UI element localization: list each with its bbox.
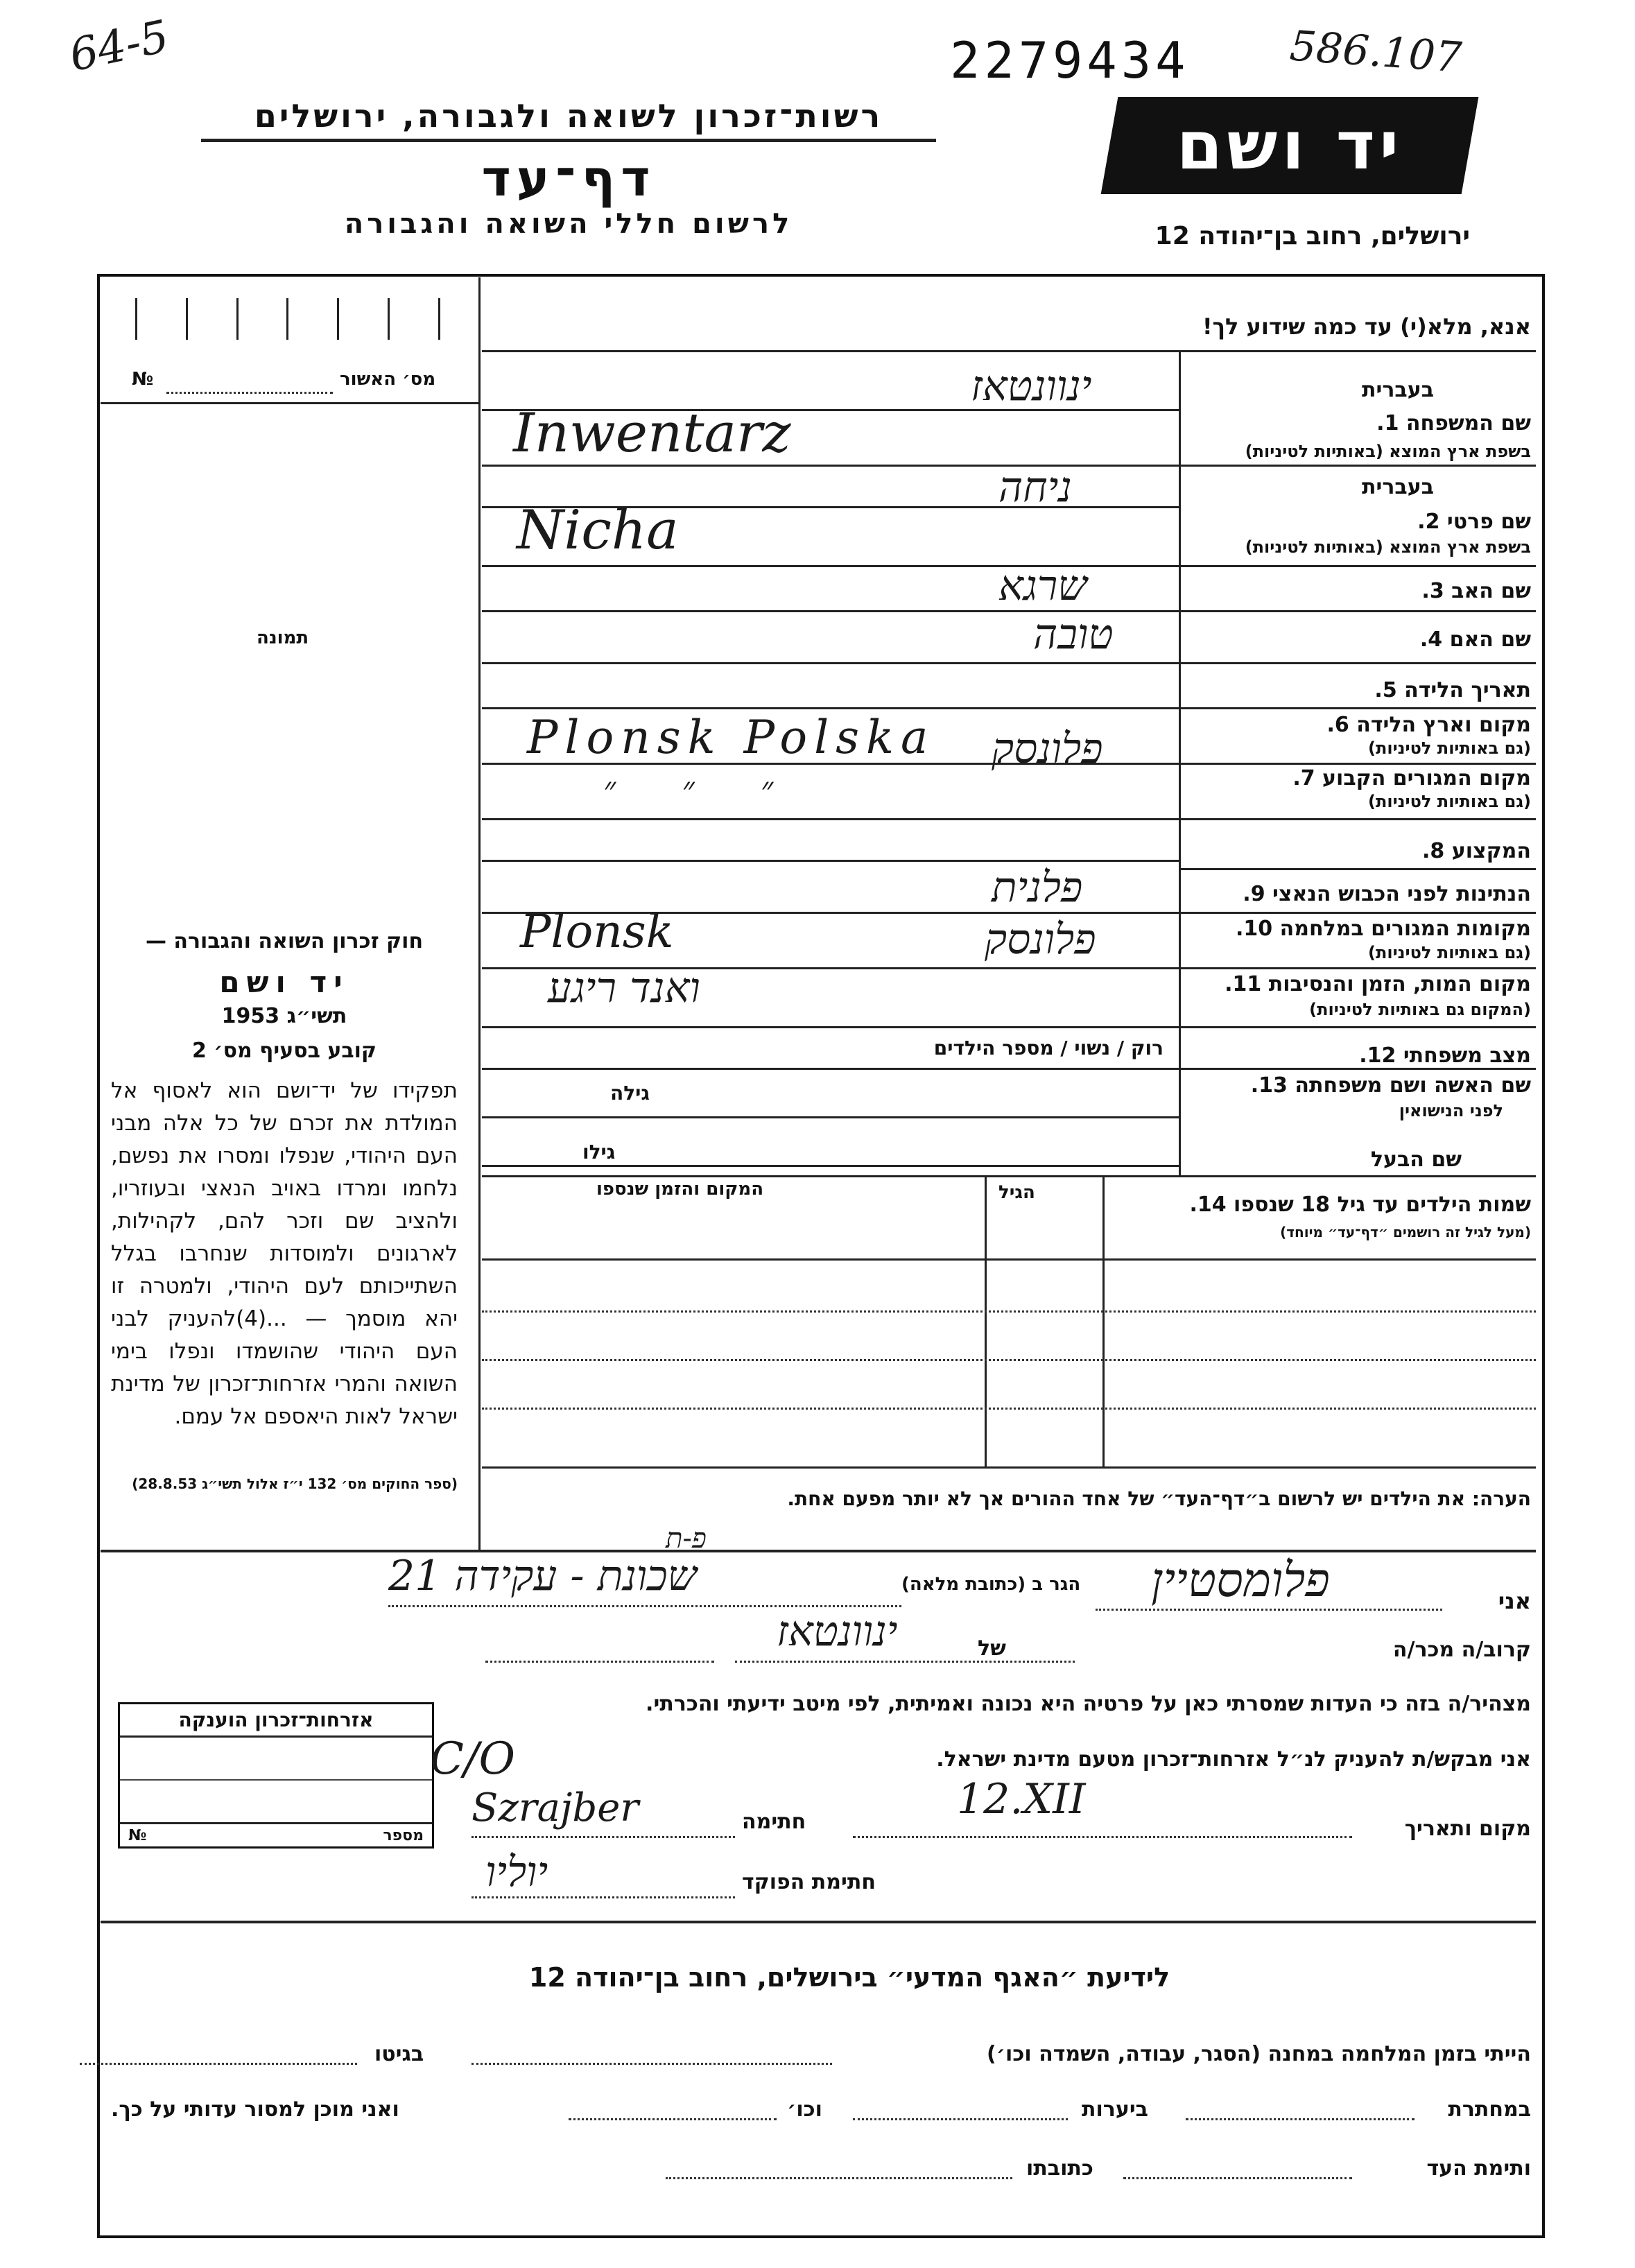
official-sig-hand: יוליו [485,1848,548,1896]
footer-line2-b: ביערות [1082,2097,1148,2122]
field-11-num: 11. [1225,972,1262,996]
field-1-num: 1. [1376,411,1399,435]
co-mark: C/O [430,1733,515,1785]
husband-rule-a [482,1165,1179,1167]
date-hand: 12.XII [957,1775,1086,1824]
law-clause: קובע בסעיף מס׳ 2 [191,1039,377,1063]
children-sub: (מעל לגיל זה רושמים ״דף־עד״ מיוחד) [1280,1224,1531,1240]
footer-heading: לידיעת ״האגף המדעי״ בירושלים, רחוב בן־יהודה 12 [528,1962,1170,1993]
field-6-rule [482,763,1536,765]
field-11-sub: (המקום גם באותיות לטיניות) [1309,1000,1531,1019]
field-9-text: הנתינות לפני הכבוש הנאצי [1272,882,1531,906]
field-11-rule [482,1026,1536,1028]
approval-rule [101,402,478,404]
approval-no-mark: № [132,369,154,390]
footer-line1: הייתי בזמן המלחמה במחנה (הסגר, עבודה, השמדה וכו׳) [987,2042,1531,2066]
field-12-num: 12. [1359,1044,1396,1068]
field-1-hand-he: ינוונטאז [971,362,1092,410]
footer-line2-d: ואני מוכן למסור עדותי על כך. [111,2097,399,2122]
footer-line2-blank-a [1186,2118,1415,2120]
field-10-label [1236,917,1531,941]
field-7-hand-ditto: ״ ״ ״ [603,770,802,808]
law-body: תפקידו של יד־ושם הוא לאסוף אל המולדת את זכרם של כל אלה מבני העם היהודי, שנפלו ומסרו את נפשם, נלחמו ומרדו באויב הנאצי ובעוזריו, ולהציב שם וזכר להם, לקהילות, לארגונים ולמוסדות שנחרבו בגלל השתייכותם לעם היהודי, ולמטרה זו יהא מוסמך — ...(4)להעניק לבני העם היהודי שהושמדו ונפלו בימי השואה והמרי אזרחות־זכרון של מדינת ישראל לאות היאספם אל עמם. [111,1078,458,1429]
official-sig-line [472,1896,735,1898]
field-8-label [1422,839,1531,863]
yad-vashem-logo [1101,97,1479,194]
field-7-rule [482,818,1536,820]
field-13-rule [482,1116,1179,1118]
decl-relation: קרוב/ה מכר/ה [1392,1638,1531,1662]
field-1-text: שם המשפחה [1405,411,1531,435]
field-7-num: 7. [1292,766,1315,790]
footer-line2-blank-c [569,2118,777,2120]
decl-declare: מצהיר/ה בזה כי העדות שמסרתי כאן על פרטיה היא נכונה ואמיתית, לפי מיטב ידיעתי והכרתי. [646,1692,1531,1716]
field-5-text: תאריך הלידה [1404,678,1531,702]
field-6-text: מקום וארץ הלידה [1356,713,1531,737]
field-8-num: 8. [1421,839,1445,863]
field-4-rule [482,662,1536,664]
field-4-hand-he: טובה [1033,610,1114,659]
approval-line [166,392,333,394]
field-7-text: מקום המגורים הקבוע [1322,766,1531,790]
official-sig-label: חתימת הפוקד [742,1870,876,1894]
corner-note: 64-5 [64,10,173,83]
photo-label: תמונה [257,627,309,648]
date-line [853,1836,1352,1838]
field-12-sub-right: רוק / נשוי / מספר הילדים [933,1037,1163,1059]
field-2-text: שם פרטי [1446,510,1531,534]
children-row-3 [482,1408,1536,1410]
field-7-rule-b [482,860,1179,862]
field-2-sub: בשפת ארץ המוצא (באותיות לטיניות) [1245,537,1531,557]
footer-line3-a: ותימת העד [1426,2156,1531,2181]
husband-sub-right: גילו [582,1141,616,1163]
field-3-num: 3. [1421,579,1444,603]
field-8-text: המקצוע [1451,839,1531,863]
address: ירושלים, רחוב בן־יהודה 12 [1154,222,1470,250]
footer-line2-c: וכו׳ [787,2097,822,2122]
field-1-hand-lat: Inwentarz [513,402,791,465]
footer-line3-b: כתובתו [1026,2156,1093,2181]
citizenship-no: № [128,1827,147,1844]
field-4-num: 4. [1419,627,1443,652]
field-3-text: שם האב [1451,579,1531,603]
citizenship-title: אזרחות־זכרון הוענקה [120,1704,432,1738]
logo-text: יד ושם [1176,107,1403,184]
decl-address-note: פ-ת [666,1523,707,1555]
citizenship-number: מספר [383,1827,424,1844]
decl-address-hand: שכונת - עקידה 21 [388,1552,698,1600]
field-2-num: 2. [1417,510,1440,534]
instruction-rule [482,350,1536,352]
law-year: תשי״ג 1953 [221,1004,347,1028]
field-9-label [1243,882,1531,906]
signature-line [472,1836,735,1838]
footer-line1-blank-b [80,2063,357,2065]
field-3-hand-he: שרגא [998,562,1087,610]
field-6-sub: (גם באותיות לטיניות) [1368,738,1531,758]
field-11-text: מקום המות, הזמן והנסיבות [1268,972,1531,996]
children-num: 14. [1189,1193,1227,1217]
in-hebrew-1: בעברית [1362,378,1434,402]
children-note: הערה: את הילדים יש לרשום ב״דף־העד״ של אחד ההורים אך לא יותר מפעם אחת. [787,1487,1531,1510]
field-11-label [1225,972,1531,996]
field-1-label [1376,411,1531,435]
field-10-sub: (גם באותיות לטיניות) [1368,943,1531,962]
husband-rule-b [482,1175,1536,1177]
signature-label: חתימה [742,1810,806,1834]
field-5-num: 5. [1374,678,1397,702]
field-6-num: 6. [1326,713,1349,737]
footer-line1-end: בגיטו [374,2042,424,2066]
section-rule [101,1550,1536,1552]
field-13-num: 13. [1250,1073,1288,1098]
field-13-label [1251,1073,1531,1098]
footer-line3-blank-a [1123,2177,1352,2179]
law-title: חוק זכרון השואה והגבורה — [145,929,424,953]
footer-line1-blank [472,2063,832,2065]
field-4-label [1420,627,1531,652]
children-divider-1 [985,1175,987,1466]
field-10-hand-lat: Plonsk [520,905,674,958]
decl-i-line [1096,1609,1442,1611]
field-12-text: מצב משפחתי [1403,1044,1531,1068]
signature-hand: Szrajber [472,1785,639,1830]
field-12-rule [482,1068,1536,1070]
field-2-label [1417,510,1531,534]
approval-label: מס׳ האשור [340,369,436,390]
archive-number: 586.107 [1288,21,1464,83]
field-11-hand-he: ואנד ריגע [548,964,700,1012]
decl-residing: הגר ב (כתובת מלאה) [901,1574,1081,1595]
law-ref: (ספר החוקים מס׳ 132 י״ז אלול תשי״ג 28.8.53) [132,1475,458,1492]
field-8-rule [1179,868,1536,870]
approval-slots [135,298,440,340]
footer-line2-a: במחתרת [1448,2097,1531,2122]
form-title: דף־עד [481,149,656,207]
children-label [1189,1193,1531,1217]
field-6-label [1327,713,1531,737]
in-hebrew-2: בעברית [1362,475,1434,499]
document-number: 2279434 [950,31,1190,89]
field-13-sub-right: גילה [610,1082,650,1105]
children-row-1 [482,1310,1536,1313]
field-7-sub: (גם באותיות לטיניות) [1368,792,1531,811]
field-1-sub: בשפת ארץ המוצא (באותיות לטיניות) [1245,442,1531,461]
decl-of-name-line [735,1661,1075,1663]
decl-of-name: ינוונטאז [777,1607,898,1656]
children-col-age: הגיל [998,1182,1035,1203]
footer-line2-blank-b [853,2118,1068,2120]
field-7-label [1292,766,1531,790]
authority-underline [201,139,936,142]
children-bottom-rule [482,1466,1536,1469]
form-subtitle: לרשום חללי השואה והגבורה [344,208,793,240]
field-5-rule [482,707,1536,709]
field-12-label [1359,1044,1531,1068]
children-col-place: המקום והזמן שנספו [596,1179,764,1200]
field-10-num: 10. [1236,917,1273,941]
decl-of-line-b [485,1661,714,1663]
left-column-divider [478,277,481,1550]
field-10-hand-he: פלונסק [985,915,1096,964]
field-6-hand-he: פלונסק [992,725,1103,773]
authority-line: רשות־זכרון לשואה ולגבורה, ירושלים [254,97,883,135]
husband-label: שם הבעל [1370,1148,1462,1172]
field-2-hand-lat: Nicha [517,499,679,562]
decl-of: של [978,1636,1006,1661]
decl-i: אני [1498,1588,1531,1614]
field-3-label [1421,579,1531,603]
field-9-num: 9. [1243,882,1265,906]
field-3-rule [482,610,1536,612]
children-divider-2 [1102,1175,1105,1466]
footer-rule [101,1921,1536,1923]
decl-i-name: פלומסטיין [1151,1553,1330,1608]
footer-line3-blank-b [666,2177,1012,2179]
field-9-hand-he: פלנית [992,863,1083,912]
place-date-label: מקום ותאריך [1404,1817,1531,1841]
field-4-text: שם האם [1449,627,1531,652]
field-2-hand-he: ניחה [998,463,1072,512]
children-row-2 [482,1359,1536,1361]
law-name: יד ושם [219,965,349,999]
field-5-label [1374,678,1531,702]
field-6-hand-lat: Plonsk Polska [527,711,935,764]
field-13-sub: לפני הנישואין [1399,1101,1503,1120]
children-text: שמות הילדים עד גיל 18 שנספו [1234,1193,1531,1217]
field-13-text: שם האשה ושם משפחתה [1295,1073,1531,1098]
children-header-rule [482,1258,1536,1261]
citizenship-box [118,1702,434,1849]
field-10-text: מקומות המגורים במלחמה [1279,917,1531,941]
decl-request: אני מבקש/ת להעניק לנ״ל אזרחות־זכרון מטעם מדינת ישראל. [936,1747,1531,1772]
instruction: אנא, מלא(י) עד כמה שידוע לך! [1202,313,1531,340]
